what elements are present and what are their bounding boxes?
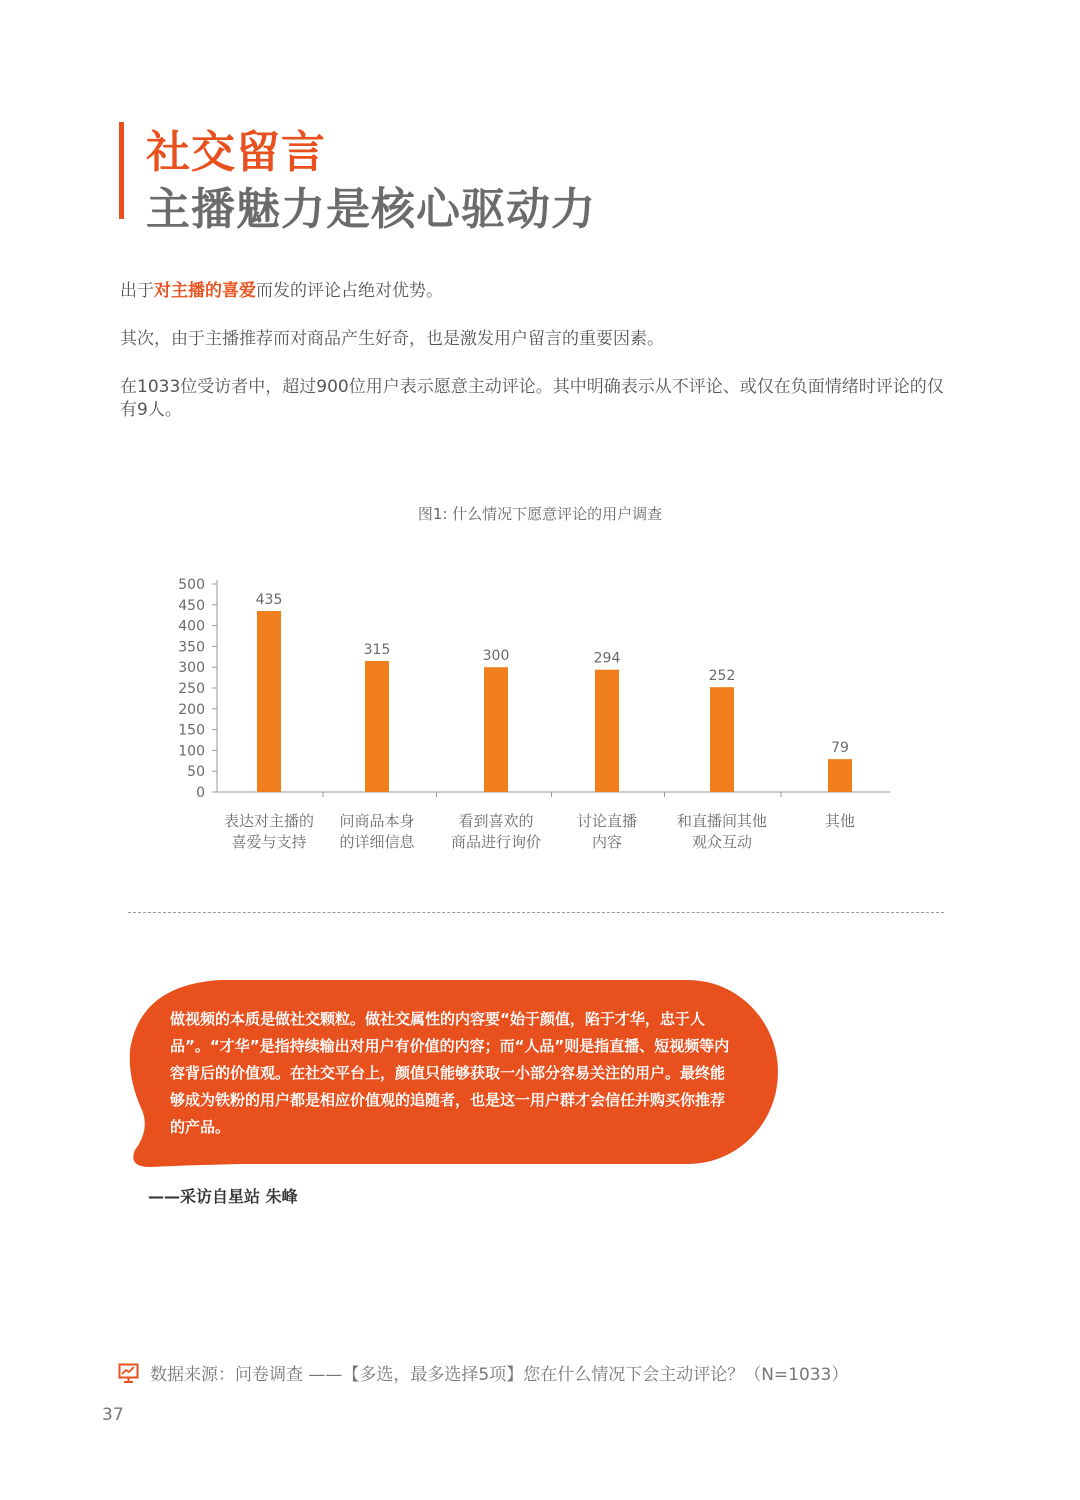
survey-chart-icon: [118, 1362, 140, 1384]
y-tick-label: 450: [178, 597, 205, 614]
y-tick-label: 350: [178, 639, 205, 656]
x-category-label: 讨论直播: [576, 812, 638, 830]
x-category-label: 看到喜欢的: [458, 812, 534, 830]
page-subtitle: 主播魅力是核心驱动力: [146, 184, 596, 235]
x-category-label: 其他: [824, 812, 856, 830]
x-category-label: 问商品本身: [339, 812, 415, 830]
bar-value-label: 294: [593, 650, 621, 667]
page-title: 社交留言: [146, 127, 326, 178]
quote-attribution: ——采访自星站 朱峰: [148, 1187, 298, 1206]
source-text: 数据来源：问卷调查 ——【多选，最多选择5项】您在什么情况下会主动评论？（N=1033）: [150, 1365, 849, 1385]
y-tick-label: 100: [178, 743, 205, 760]
quote-text: 做视频的本质是做社交颗粒。做社交属性的内容要“始于颜值，陷于才华，忠于人品”。“才华”是指持续输出对用户有价值的内容；而“人品”则是指直播、短视频等内容背后的价值观。在社交平台上，颜值只能够获取一小部分容易关注的用户。最终能够成为铁粉的用户都是相应价值观的追随者，也是这一用户群才会信任并购买你推荐的产品。: [170, 1010, 730, 1136]
bar-value-label: 315: [363, 641, 391, 658]
data-source: [118, 1360, 848, 1385]
x-category-label: 内容: [591, 833, 623, 851]
x-category-label: 的详细信息: [339, 833, 415, 851]
paragraph-1-start: 出于: [120, 281, 154, 301]
y-tick-label: 400: [178, 618, 205, 635]
page-number: 37: [102, 1405, 124, 1425]
y-tick-label: 500: [178, 577, 205, 593]
bar-value-label: 79: [831, 740, 849, 757]
y-tick-label: 200: [178, 701, 205, 718]
chart-title: 图1: 什么情况下愿意评论的用户调查: [417, 505, 663, 523]
paragraph-1-highlight: 对主播的喜爱: [154, 281, 256, 301]
y-tick-label: 50: [187, 764, 205, 781]
bar-value-label: 435: [255, 592, 283, 609]
x-category-label: 和直播间其他: [676, 812, 768, 830]
y-tick-label: 300: [178, 660, 205, 677]
y-tick-label: 150: [178, 722, 205, 739]
y-tick-label: 250: [178, 681, 205, 697]
bar-value-label: 300: [482, 648, 510, 665]
paragraph-3: 在1033位受访者中，超过900位用户表示愿意主动评论。其中明确表示从不评论、或仅在负面情绪时评论的仅有9人。: [120, 377, 944, 420]
paragraph-2: 其次，由于主播推荐而对商品产生好奇，也是激发用户留言的重要因素。: [120, 329, 664, 349]
bar-value-label: 252: [708, 668, 736, 685]
y-tick-label: 0: [196, 785, 205, 801]
x-category-label: 观众互动: [691, 833, 753, 851]
x-category-label: 表达对主播的: [223, 812, 315, 830]
x-category-label: 商品进行询价: [450, 833, 542, 851]
x-category-label: 喜爱与支持: [231, 833, 307, 851]
paragraph-1-end: 而发的评论占绝对优势。: [256, 281, 443, 301]
